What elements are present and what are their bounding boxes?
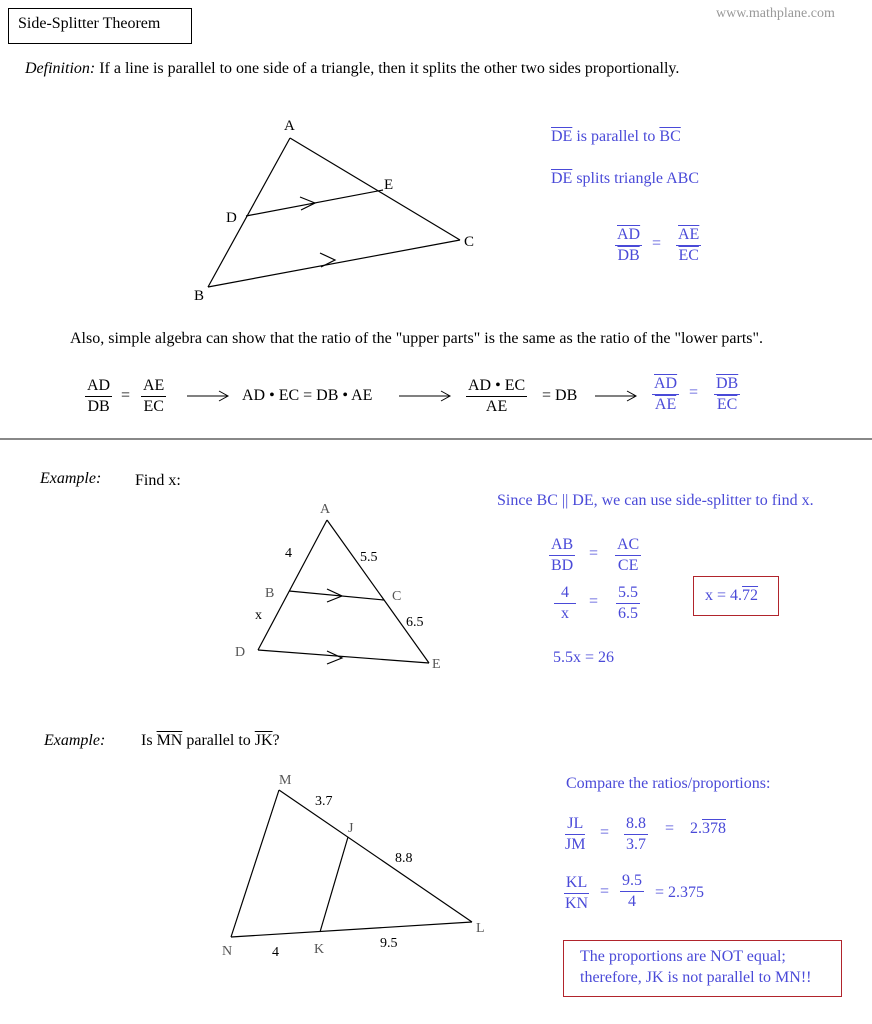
side-nl [231,922,472,937]
fraction-ad-ae: $\frac{\overline{AD}}{AE}$ [654,375,678,414]
vertex-a: A [320,502,331,517]
vertex-b: B [194,288,205,304]
conclusion-line1: The proportions are NOT equal; [580,948,786,965]
equals-sign: = [652,235,662,252]
equals-sign: = [600,883,610,900]
fraction-ae-ec: $\frac{\overline{AE}}{EC}$ [678,226,700,265]
note-de-splits: $\overline{DE}$ splits triangle ABC [551,170,699,187]
vertex-l: L [476,921,485,936]
side-ad [258,520,327,650]
vertex-c: C [464,234,475,250]
side-ab [208,138,290,287]
parallel-arrow-icon [300,197,315,210]
watermark: www.mathplane.com [716,6,835,21]
fraction-95-4: $\frac{9.5}{4}$ [622,872,642,911]
example1-answer: x = 4.72 [705,587,759,604]
fraction-kl-kn: $\frac{KL}{KN}$ [565,874,589,913]
equals-db: = DB [542,387,578,404]
ratio1-result: 2.378 [690,820,726,837]
example1-since: Since BC || DE, we can use side-splitter to find x. [497,492,814,509]
fraction-ae-ec-step1: $\frac{AE}{EC}$ [143,377,165,416]
vertex-j: J [348,821,354,836]
triangle-ade-diagram [0,490,480,680]
vertex-e: E [432,657,441,672]
fraction-ad-db: $\frac{\overline{AD}}{DB}$ [617,226,641,265]
side-ml [279,790,472,922]
side-ae [327,520,429,663]
side-bc [208,240,460,287]
length-mj: 3.7 [315,794,333,809]
equals-sign: = [121,387,131,404]
equals-sign: = [600,824,610,841]
length-ab: 4 [285,546,292,561]
fraction-55-65: $\frac{5.5}{6.5}$ [618,584,638,623]
side-mn [231,790,279,937]
vertex-d: D [226,210,237,226]
side-ac [290,138,460,240]
vertex-b: B [265,586,275,601]
length-jl: 8.8 [395,851,413,866]
equals-sign: = [689,384,699,401]
triangle-mnl-diagram [0,760,500,970]
example1-prompt: Find x: [135,472,181,489]
fraction-88-37: $\frac{8.8}{3.7}$ [626,815,646,854]
triangle-abc-diagram [0,0,872,330]
definition-label: Definition: [25,60,96,77]
fraction-ac-ce: $\frac{AC}{CE}$ [617,536,640,575]
length-nk: 4 [272,945,279,960]
fraction-db-ec: $\frac{\overline{DB}}{EC}$ [716,375,739,414]
vertex-n: N [222,944,233,959]
page-title: Side-Splitter Theorem [18,15,161,32]
parallel-arrow-icon [327,651,342,664]
length-ce: 6.5 [406,615,424,630]
vertex-k: K [314,942,325,957]
algebra-intro: Also, simple algebra can show that the ratio of the "upper parts" is the same as the ratio of the "lower parts". [70,330,764,347]
example1-equation: 5.5x = 26 [553,649,615,666]
conclusion-line2: therefore, JK is not parallel to MN!! [580,969,812,986]
equals-sign: = [589,545,599,562]
example2-prompt: Is $\overline{MN}$ parallel to $\overline{JK}$? [141,732,280,749]
length-kl: 9.5 [380,936,398,951]
vertex-e: E [384,177,394,193]
side-de [258,650,429,663]
arrow-right-icon [594,388,638,404]
fraction-ad-db-step1: $\frac{AD}{DB}$ [87,377,111,416]
fraction-ab-bd: $\frac{AB}{BD}$ [551,536,574,575]
length-ac: 5.5 [360,550,378,565]
example1-label: Example: [40,470,102,487]
equals-sign: = [589,593,599,610]
segment-jk [320,837,348,932]
section-divider [0,438,872,440]
example2-compare: Compare the ratios/proportions: [566,775,771,792]
arrow-right-icon [398,388,452,404]
ratio2-result: = 2.375 [655,884,705,901]
vertex-m: M [279,773,292,788]
algebra-cross-multiply: AD • EC = DB • AE [242,387,373,404]
equals-sign: = [665,820,675,837]
fraction-4-x: $\frac{4}{x}$ [552,584,578,624]
vertex-a: A [284,118,295,134]
fraction-jl-jm: $\frac{JL}{JM}$ [565,815,586,854]
length-bd: x [255,608,262,623]
arrow-right-icon [186,388,230,404]
vertex-c: C [392,589,402,604]
definition-text: If a line is parallel to one side of a triangle, then it splits the other two sides proportionally. [99,60,680,77]
fraction-adec-ae: $\frac{AD • EC}{AE}$ [468,377,526,416]
example2-label: Example: [44,732,106,749]
note-de-parallel-bc: $\overline{DE}$ is parallel to $\overline{BC}$ [551,128,681,145]
vertex-d: D [235,645,246,660]
